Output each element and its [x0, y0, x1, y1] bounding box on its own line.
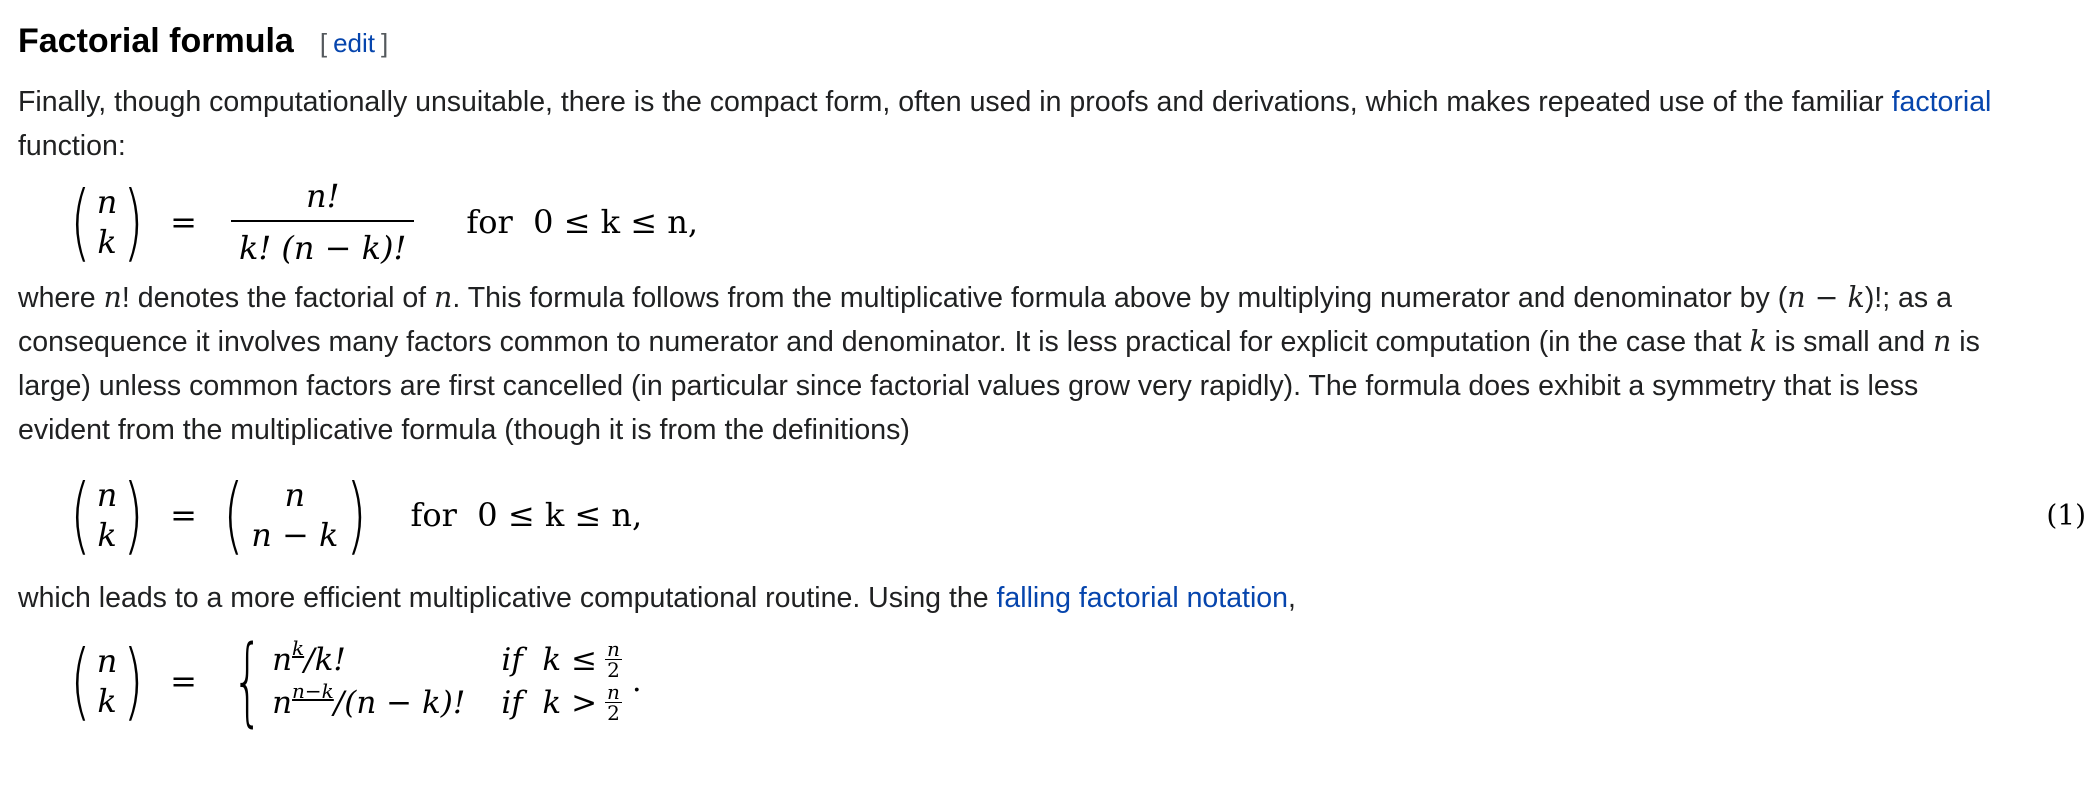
- equals-sign: =: [170, 496, 197, 534]
- binom-bottom: k: [97, 516, 117, 554]
- right-paren: ): [123, 173, 144, 271]
- binom-top: n: [96, 476, 118, 514]
- var-n: n: [103, 281, 122, 314]
- var-n: n: [434, 281, 453, 314]
- binom-top: n: [96, 183, 118, 221]
- text: )!; as a: [1864, 282, 1952, 314]
- binomial-right: [250, 475, 340, 555]
- num: n: [607, 637, 620, 661]
- binomial: [97, 182, 118, 262]
- text: is small and: [1766, 326, 1934, 358]
- equation-number: (1): [2046, 498, 2086, 532]
- text: ,: [1288, 582, 1296, 614]
- binom-top: n: [96, 642, 118, 680]
- text: ! denotes the factorial of: [121, 282, 435, 314]
- falling-exponent: k: [292, 635, 305, 660]
- case2-expr: [272, 678, 466, 723]
- text: . This formula follows from the multiplicative formula above by multiplying numerator and denominator by (: [452, 282, 1788, 314]
- paragraph-intro: [18, 80, 2086, 168]
- binom-bottom: k: [97, 682, 117, 720]
- edit-section: [ edit ]: [319, 28, 389, 58]
- case1-condition: [501, 639, 622, 680]
- section-title: Factorial formula: [18, 22, 294, 60]
- section-heading: [18, 22, 2086, 72]
- binom-bottom: k: [97, 223, 117, 261]
- article-section: [18, 22, 2086, 736]
- right-paren: ): [123, 466, 144, 564]
- base: n: [272, 641, 293, 678]
- edit-link[interactable]: edit: [333, 28, 375, 58]
- left-paren: (: [70, 632, 91, 730]
- binom-bottom: n − k: [251, 516, 339, 554]
- binomial-left: [97, 475, 118, 555]
- equals-sign: =: [170, 203, 197, 241]
- binom-top: n: [284, 476, 306, 514]
- n-over-2: [605, 682, 622, 723]
- var-k: k: [1749, 325, 1767, 358]
- text: consequence it involves many factors common to numerator and denominator. It is less practical for explicit computation (in the case that: [18, 326, 1750, 358]
- cond: if k ≤: [501, 641, 598, 678]
- factorial-link[interactable]: factorial: [1891, 86, 1992, 118]
- text: evident from the multiplicative formula (though it is from the definitions): [18, 414, 910, 446]
- paragraph-falling-factorial: [18, 576, 2086, 620]
- num: n: [607, 680, 620, 704]
- rest: /k!: [304, 641, 346, 678]
- cond: if k >: [501, 684, 598, 721]
- right-paren: ): [123, 632, 144, 730]
- binomial: [97, 641, 118, 721]
- text: where: [18, 282, 104, 314]
- var-n: n: [1933, 325, 1952, 358]
- case2-condition: [501, 682, 622, 723]
- condition: for 0 ≤ k ≤ n,: [410, 496, 643, 534]
- left-paren: (: [70, 173, 91, 271]
- left-paren: (: [70, 466, 91, 564]
- equation-symmetry: [64, 460, 2086, 570]
- terminator: .: [631, 663, 642, 699]
- equation-factorial-formula: [64, 172, 2086, 272]
- n-over-2: [605, 639, 622, 680]
- den: 2: [607, 658, 620, 682]
- fraction: [231, 176, 414, 268]
- base: n: [272, 684, 293, 721]
- paragraph-explanation: [18, 276, 2086, 452]
- text: large) unless common factors are first cancelled (in particular since factorial values grow very rapidly). The formula does exhibit a symmetry that is less: [18, 370, 1919, 402]
- rest: /(n − k)!: [333, 684, 466, 721]
- text: which leads to a more efficient multiplicative computational routine. Using the: [18, 582, 997, 614]
- right-paren: ): [345, 466, 367, 564]
- expr-n-minus-k: n − k: [1787, 281, 1865, 314]
- fraction-numerator: n!: [305, 177, 340, 215]
- fraction-denominator: k! (n − k)!: [231, 220, 414, 268]
- para1-text-end: function:: [18, 130, 126, 162]
- falling-exponent: n−k: [292, 678, 334, 703]
- den: 2: [607, 701, 620, 725]
- left-paren: (: [223, 466, 244, 564]
- equals-sign: =: [170, 662, 197, 700]
- text: is: [1951, 326, 1980, 358]
- cases: [272, 635, 622, 725]
- equation-falling-factorial: [64, 626, 2086, 736]
- condition: for 0 ≤ k ≤ n,: [466, 203, 698, 241]
- para1-text: Finally, though computationally unsuitable, there is the compact form, often used in proofs and derivations, which makes repeated use of the familiar: [18, 86, 1892, 118]
- cases-brace: {: [232, 625, 263, 737]
- falling-factorial-link[interactable]: falling factorial notation: [996, 582, 1288, 614]
